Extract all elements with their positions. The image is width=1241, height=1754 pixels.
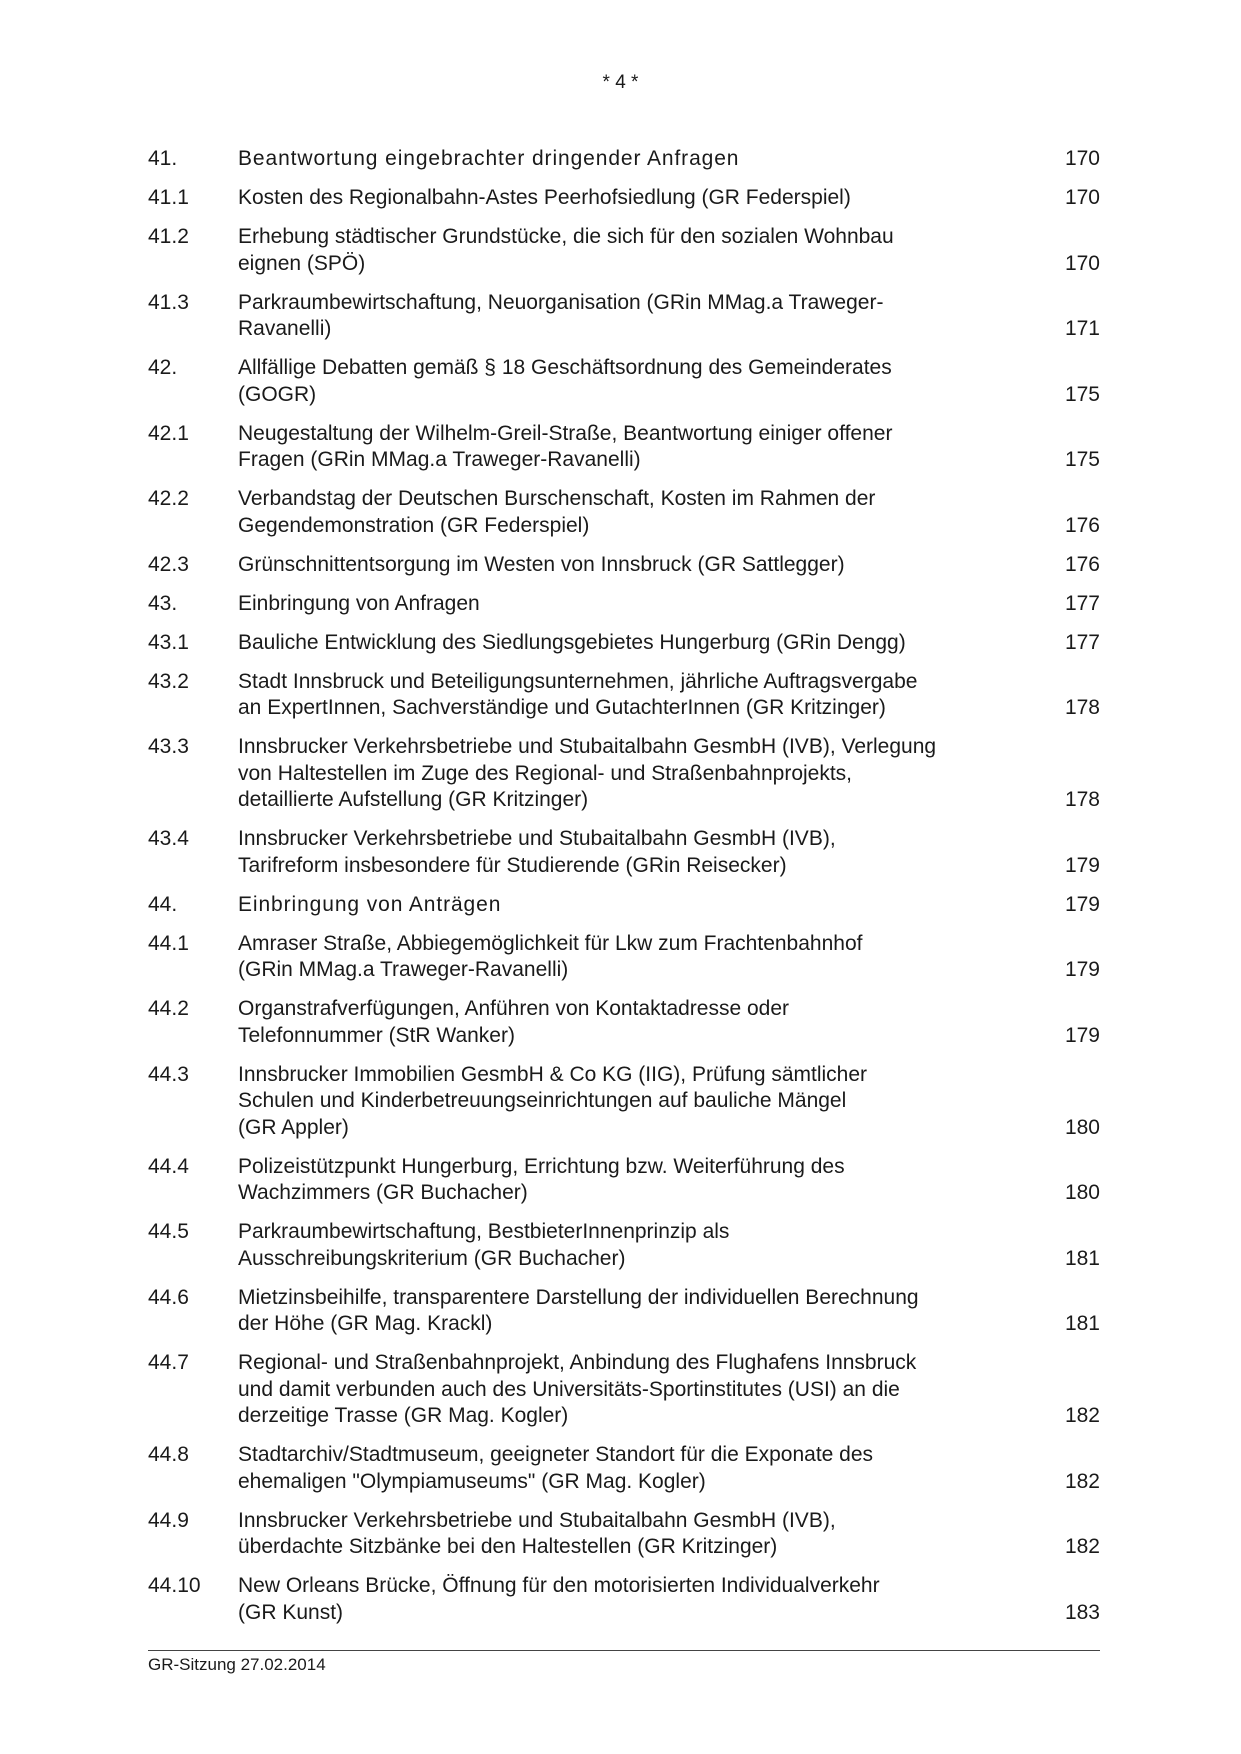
toc-entry-number: 44. [148, 892, 178, 916]
toc-entry-title-line: Schulen und Kinderbetreuungseinrichtungen auf bauliche Mängel [238, 1089, 847, 1112]
toc-entry-number: 41.2 [148, 225, 189, 248]
toc-entry [148, 1154, 1100, 1207]
toc-entry-page: 182 [1064, 1469, 1100, 1493]
toc-entry-number: 43. [148, 591, 178, 615]
toc-entry [148, 146, 1100, 173]
toc-entry-number: 43.3 [148, 735, 189, 758]
toc-entry [148, 734, 1100, 814]
toc-entry-title-line: an ExpertInnen, Sachverständige und GutachterInnen (GR Kritzinger) [238, 696, 886, 719]
toc-entry [148, 996, 1100, 1049]
toc-entry [148, 591, 1100, 618]
toc-entry-page: 176 [1064, 513, 1100, 537]
toc-entry-number: 44.7 [148, 1351, 189, 1374]
toc-entry-number: 42.3 [148, 552, 189, 576]
toc-entry [148, 931, 1100, 984]
toc-entry-page: 171 [1064, 317, 1100, 340]
toc-entry-page: 182 [1064, 1535, 1100, 1558]
toc-entry [148, 185, 1100, 212]
toc-entry-title-line: Innsbrucker Verkehrsbetriebe und Stubaitalbahn GesmbH (IVB), [238, 1508, 836, 1532]
toc-entry-page: 175 [1064, 448, 1100, 471]
toc-entry-page: 179 [1064, 892, 1100, 916]
toc-entry-title-line: Einbringung von Anträgen [238, 892, 502, 916]
toc-entry-title [238, 1442, 1040, 1495]
toc-entry-title-line: eignen (SPÖ) [238, 251, 366, 275]
toc-entry-page: 177 [1064, 591, 1100, 615]
toc-entry-title [238, 290, 1040, 343]
toc-entry-title [238, 146, 1040, 173]
toc-entry-title-line: Mietzinsbeihilfe, transparentere Darstellung der individuellen Berechnung [238, 1285, 919, 1309]
page-number: * 4 * [602, 72, 639, 93]
toc-entry-title [238, 630, 1040, 657]
toc-entry-number: 41.3 [148, 290, 189, 314]
toc-entry-page: 170 [1064, 251, 1100, 275]
toc-entry-title [238, 1219, 1040, 1272]
toc-entry-title [238, 421, 1040, 474]
toc-entry-title-line: Tarifreform insbesondere für Studierende (GRin Reisecker) [238, 853, 787, 877]
toc-entry-page: 180 [1064, 1115, 1100, 1139]
toc-entry-page: 170 [1064, 147, 1100, 170]
toc-entry-title [238, 355, 1040, 408]
toc-entry-title-line: detaillierte Aufstellung (GR Kritzinger) [238, 788, 589, 811]
toc-entry [148, 486, 1100, 539]
toc-entry-number: 42. [148, 356, 178, 379]
table-of-contents [148, 146, 1100, 1639]
toc-entry-title [238, 1350, 1040, 1430]
toc-entry [148, 355, 1100, 408]
toc-entry-number: 44.6 [148, 1285, 189, 1309]
toc-entry [148, 552, 1100, 579]
toc-entry-title-line: ehemaligen "Olympiamuseums" (GR Mag. Kogler) [238, 1469, 706, 1493]
toc-entry-number: 44.2 [148, 997, 189, 1020]
toc-entry-title-line: von Haltestellen im Zuge des Regional- und Straßenbahnprojekts, [238, 761, 853, 785]
toc-entry-title [238, 552, 1040, 579]
toc-entry-page: 177 [1064, 630, 1100, 654]
toc-entry-title-line: Polizeistützpunkt Hungerburg, Errichtung bzw. Weiterführung des [238, 1154, 845, 1178]
toc-entry-title-line: überdachte Sitzbänke bei den Haltestellen (GR Kritzinger) [238, 1535, 778, 1558]
toc-entry-title-line: Stadtarchiv/Stadtmuseum, geeigneter Standort für die Exponate des [238, 1443, 874, 1466]
toc-entry-number: 43.1 [148, 630, 189, 654]
toc-entry-title [238, 734, 1040, 814]
toc-entry-page: 175 [1064, 382, 1100, 406]
toc-entry-number: 44.1 [148, 931, 189, 955]
toc-entry-title-line: Beantwortung eingebrachter dringender Anfragen [238, 147, 740, 170]
toc-entry-title-line: Parkraumbewirtschaftung, Neuorganisation (GRin MMag.a Traweger- [238, 290, 884, 314]
toc-entry-number: 43.2 [148, 669, 189, 693]
toc-entry-page: 176 [1064, 552, 1100, 576]
toc-entry-title-line: Neugestaltung der Wilhelm-Greil-Straße, Beantwortung einiger offener [238, 421, 893, 445]
toc-entry-page: 179 [1064, 853, 1100, 877]
toc-entry-title [238, 892, 1040, 919]
toc-entry-title-line: (GOGR) [238, 382, 317, 406]
toc-entry-title-line: New Orleans Brücke, Öffnung für den motorisierten Individualverkehr [238, 1574, 880, 1597]
toc-entry-title-line: Gegendemonstration (GR Federspiel) [238, 513, 590, 537]
toc-entry-title-line: Innsbrucker Verkehrsbetriebe und Stubaitalbahn GesmbH (IVB), [238, 827, 836, 850]
toc-entry-title [238, 185, 1040, 212]
toc-entry-title [238, 669, 1040, 722]
toc-entry-title-line: Erhebung städtischer Grundstücke, die sich für den sozialen Wohnbau [238, 225, 894, 248]
toc-entry-page: 182 [1064, 1404, 1100, 1427]
toc-entry [148, 421, 1100, 474]
toc-entry-title [238, 826, 1040, 879]
toc-entry-title-line: Innsbrucker Immobilien GesmbH & Co KG (IIG), Prüfung sämtlicher [238, 1062, 868, 1086]
footer-divider [148, 1650, 1100, 1651]
toc-entry-number: 42.1 [148, 421, 189, 445]
toc-entry-number: 44.3 [148, 1062, 189, 1086]
toc-entry-title-line: Ravanelli) [238, 317, 332, 340]
toc-entry-number: 41. [148, 147, 178, 170]
toc-entry-title-line: derzeitige Trasse (GR Mag. Kogler) [238, 1404, 569, 1427]
toc-entry-title [238, 996, 1040, 1049]
toc-entry-page: 181 [1064, 1312, 1100, 1335]
toc-entry [148, 1062, 1100, 1142]
toc-entry-title-line: Amraser Straße, Abbiegemöglichkeit für Lkw zum Frachtenbahnhof [238, 931, 863, 955]
toc-entry-title-line: Verbandstag der Deutschen Burschenschaft, Kosten im Rahmen der [238, 487, 876, 510]
toc-entry [148, 1508, 1100, 1561]
toc-entry-page: 181 [1064, 1246, 1100, 1270]
toc-entry-title [238, 931, 1040, 984]
toc-entry-title-line: der Höhe (GR Mag. Krackl) [238, 1312, 493, 1335]
footer-session-date: GR-Sitzung 27.02.2014 [148, 1655, 326, 1674]
toc-entry-title-line: Fragen (GRin MMag.a Traweger-Ravanelli) [238, 448, 641, 471]
toc-entry-title [238, 1154, 1040, 1207]
toc-entry [148, 669, 1100, 722]
toc-entry [148, 224, 1100, 277]
toc-entry-title-line: Bauliche Entwicklung des Siedlungsgebietes Hungerburg (GRin Dengg) [238, 630, 906, 654]
toc-entry-number: 44.10 [148, 1574, 201, 1597]
toc-entry [148, 1442, 1100, 1495]
toc-entry-title-line: Ausschreibungskriterium (GR Buchacher) [238, 1246, 626, 1270]
toc-entry [148, 1350, 1100, 1430]
toc-entry-title [238, 486, 1040, 539]
toc-entry-title [238, 1508, 1040, 1561]
toc-entry-number: 44.9 [148, 1508, 189, 1532]
toc-entry [148, 1573, 1100, 1626]
toc-entry-title-line: Allfällige Debatten gemäß § 18 Geschäftsordnung des Gemeinderates [238, 356, 892, 379]
toc-entry-title-line: Wachzimmers (GR Buchacher) [238, 1181, 528, 1204]
toc-entry [148, 1285, 1100, 1338]
toc-entry-page: 170 [1064, 186, 1100, 209]
toc-entry-title-line: Organstrafverfügungen, Anführen von Kontaktadresse oder [238, 997, 790, 1020]
toc-entry [148, 892, 1100, 919]
toc-entry-number: 44.4 [148, 1154, 189, 1178]
toc-entry-number: 43.4 [148, 827, 189, 850]
toc-entry-number: 41.1 [148, 186, 189, 209]
toc-entry-page: 180 [1064, 1181, 1100, 1204]
toc-entry-title-line: Stadt Innsbruck und Beteiligungsunternehmen, jährliche Auftragsvergabe [238, 669, 918, 693]
toc-entry-title [238, 1573, 1040, 1626]
toc-entry-title-line: Innsbrucker Verkehrsbetriebe und Stubaitalbahn GesmbH (IVB), Verlegung [238, 735, 937, 758]
toc-entry-title-line: Regional- und Straßenbahnprojekt, Anbindung des Flughafens Innsbruck [238, 1351, 917, 1374]
toc-entry-page: 178 [1064, 696, 1100, 719]
toc-entry-number: 44.5 [148, 1220, 189, 1243]
toc-entry [148, 630, 1100, 657]
toc-entry [148, 1219, 1100, 1272]
toc-entry-title-line: Parkraumbewirtschaftung, BestbieterInnenprinzip als [238, 1220, 730, 1243]
toc-entry-title-line: (GR Appler) [238, 1115, 349, 1139]
toc-entry-number: 44.8 [148, 1443, 189, 1466]
toc-entry-page: 179 [1064, 958, 1100, 981]
toc-entry-title-line: (GRin MMag.a Traweger-Ravanelli) [238, 958, 569, 981]
toc-entry-page: 183 [1064, 1600, 1100, 1624]
toc-entry-title-line: und damit verbunden auch des Universitäts-Sportinstitutes (USI) an die [238, 1377, 900, 1401]
toc-entry-title-line: Grünschnittentsorgung im Westen von Innsbruck (GR Sattlegger) [238, 552, 845, 576]
toc-entry-title [238, 1285, 1040, 1338]
toc-entry-title [238, 591, 1040, 618]
toc-entry-title [238, 1062, 1040, 1142]
toc-entry-title [238, 224, 1040, 277]
toc-entry-page: 179 [1064, 1023, 1100, 1047]
toc-entry-number: 42.2 [148, 487, 189, 510]
toc-entry-title-line: Telefonnummer (StR Wanker) [238, 1023, 515, 1047]
toc-entry [148, 826, 1100, 879]
toc-entry-title-line: Kosten des Regionalbahn-Astes Peerhofsiedlung (GR Federspiel) [238, 186, 851, 209]
toc-entry-page: 178 [1064, 788, 1100, 811]
toc-entry-title-line: Einbringung von Anfragen [238, 591, 480, 615]
toc-entry-title-line: (GR Kunst) [238, 1600, 344, 1624]
toc-entry [148, 290, 1100, 343]
